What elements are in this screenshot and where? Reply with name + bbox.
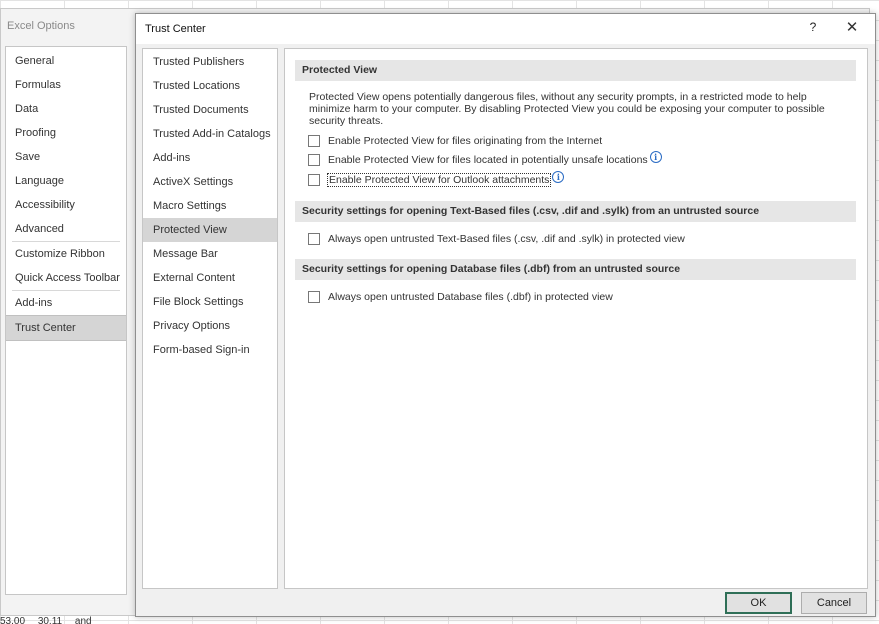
tc-item-add-ins[interactable]: Add-ins <box>153 152 191 164</box>
protected-view-heading: Protected View <box>295 60 856 81</box>
outlook-attachments-checkbox[interactable] <box>308 174 320 186</box>
tc-item-protected-view[interactable]: Protected View <box>143 218 277 242</box>
eo-item-quick-access-toolbar[interactable]: Quick Access Toolbar <box>15 272 120 284</box>
protected-view-description: Protected View opens potentially dangerous files, without any security prompts, in a restricted mode to help minimize harm to your computer. By disabling Protected View you could be exposing your computer to possible security threats. <box>309 91 825 127</box>
internet-files-checkbox[interactable] <box>308 135 320 147</box>
option-unsafe-locations[interactable] <box>308 152 662 168</box>
text-based-heading: Security settings for opening Text-Based files (.csv, .dif and .sylk) from an untrusted source <box>295 201 856 222</box>
close-icon[interactable]: ✕ <box>845 19 859 36</box>
eo-item-proofing[interactable]: Proofing <box>15 127 56 139</box>
tc-item-trusted-locations[interactable]: Trusted Locations <box>153 80 241 92</box>
tc-item-form-based-sign-in[interactable]: Form-based Sign-in <box>153 344 250 356</box>
tc-item-macro-settings[interactable]: Macro Settings <box>153 200 227 212</box>
tc-item-message-bar[interactable]: Message Bar <box>153 248 218 260</box>
database-label[interactable]: Always open untrusted Database files (.dbf) in protected view <box>328 291 613 303</box>
database-checkbox[interactable] <box>308 291 320 303</box>
option-database[interactable] <box>308 289 613 305</box>
database-heading: Security settings for opening Database files (.dbf) from an untrusted source <box>295 259 856 280</box>
outlook-attachments-label[interactable]: Enable Protected View for Outlook attachments <box>329 174 550 186</box>
excel-cell-value: 53.00 <box>0 616 26 624</box>
dialog-title: Trust Center <box>145 23 206 35</box>
internet-files-label[interactable]: Enable Protected View for files originating from the Internet <box>328 135 603 147</box>
dialog-titlebar <box>136 14 875 44</box>
option-outlook-attachments[interactable] <box>308 172 564 188</box>
tc-item-privacy-options[interactable]: Privacy Options <box>153 320 231 332</box>
tc-item-file-block-settings[interactable]: File Block Settings <box>153 296 244 308</box>
excel-status-fragment <box>0 616 140 624</box>
eo-item-formulas[interactable]: Formulas <box>15 79 61 91</box>
tc-item-activex-settings[interactable]: ActiveX Settings <box>153 176 234 188</box>
eo-item-advanced[interactable]: Advanced <box>15 223 64 235</box>
option-text-based[interactable] <box>308 231 685 247</box>
excel-cell-value: 30.11 <box>37 616 63 624</box>
help-button[interactable]: ? <box>809 20 817 34</box>
eo-item-data[interactable]: Data <box>15 103 39 115</box>
unsafe-locations-checkbox[interactable] <box>308 154 320 166</box>
info-icon[interactable]: i <box>650 151 662 163</box>
text-based-checkbox[interactable] <box>308 233 320 245</box>
excel-cell-value: and <box>74 616 92 624</box>
eo-item-save[interactable]: Save <box>15 151 41 163</box>
excel-options-title: Excel Options <box>7 20 75 32</box>
protected-view-panel <box>284 48 868 589</box>
excel-options-nav <box>5 46 127 595</box>
tc-item-external-content[interactable]: External Content <box>153 272 235 284</box>
ok-button[interactable]: OK <box>725 592 792 614</box>
trust-center-dialog <box>135 13 876 617</box>
eo-item-language[interactable]: Language <box>15 175 64 187</box>
info-icon[interactable]: i <box>552 171 564 183</box>
tc-item-trusted-publishers[interactable]: Trusted Publishers <box>153 56 245 68</box>
eo-item-customize-ribbon[interactable]: Customize Ribbon <box>15 248 105 260</box>
option-internet-files[interactable] <box>308 133 602 149</box>
eo-item-add-ins[interactable]: Add-ins <box>15 297 53 309</box>
cancel-button[interactable]: Cancel <box>801 592 867 614</box>
tc-item-trusted-add-in-catalogs[interactable]: Trusted Add-in Catalogs <box>153 128 271 140</box>
unsafe-locations-label[interactable]: Enable Protected View for files located in potentially unsafe locations <box>328 154 648 166</box>
text-based-label[interactable]: Always open untrusted Text-Based files (.csv, .dif and .sylk) in protected view <box>328 233 685 245</box>
eo-item-trust-center[interactable]: Trust Center <box>6 315 126 341</box>
trust-center-nav <box>142 48 278 589</box>
eo-item-accessibility[interactable]: Accessibility <box>15 199 75 211</box>
eo-item-general[interactable]: General <box>15 55 55 67</box>
tc-item-trusted-documents[interactable]: Trusted Documents <box>153 104 249 116</box>
